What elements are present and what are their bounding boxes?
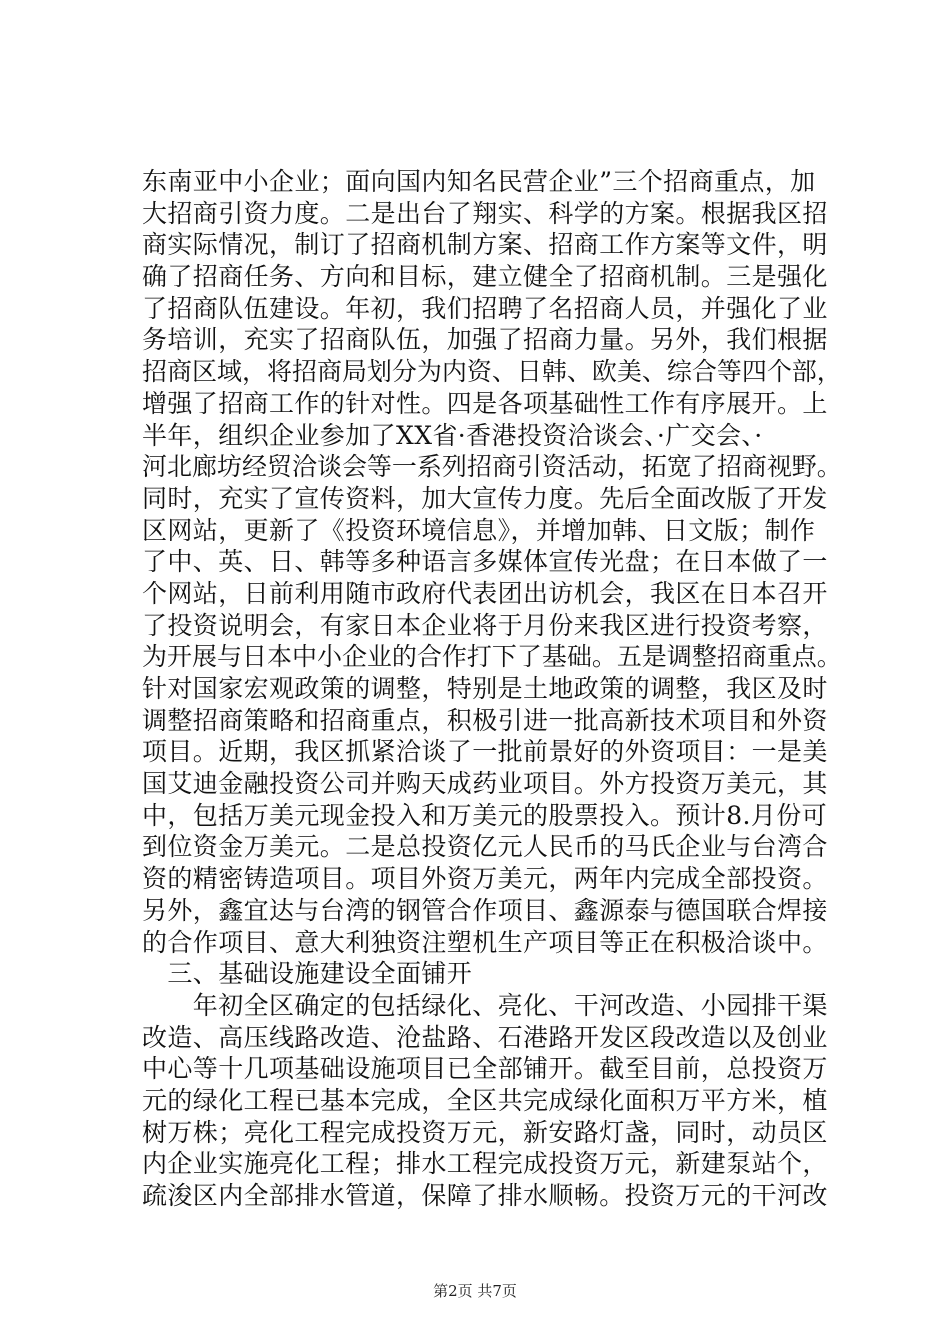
text-line: 年初全区确定的包括绿化、亮化、干河改造、小园排干渠 (142, 990, 828, 1020)
text-line: 商实际情况，制订了招商机制方案、招商工作方案等文件，明 (142, 230, 828, 260)
text-line: 河北廊坊经贸洽谈会等一系列招商引资活动，拓宽了招商视野。 (142, 452, 842, 482)
page-footer: 第2页 共7页 (433, 1282, 517, 1300)
text-line: 的合作项目、意大利独资注塑机生产项目等正在积极洽谈中。 (142, 927, 828, 957)
text-line: 资的精密铸造项目。项目外资万美元，两年内完成全部投资。 (142, 864, 828, 894)
text-line: 到位资金万美元。二是总投资亿元人民币的马氏企业与台湾合 (142, 832, 828, 862)
text-line: 确了招商任务、方向和目标，建立健全了招商机制。三是强化 (142, 262, 828, 292)
text-line: 元的绿化工程已基本完成，全区共完成绿化面积万平方米，植 (142, 1085, 828, 1115)
text-line: 东南亚中小企业；面向国内知名民营企业”三个招商重点，加 (142, 167, 816, 196)
text-line: 同时，充实了宣传资料，加大宣传力度。先后全面改版了开发 (142, 483, 828, 513)
text-line: 个网站，日前利用随市政府代表团出访机会，我区在日本召开 (142, 578, 828, 608)
text-line: 大招商引资力度。二是出台了翔实、科学的方案。根据我区招 (142, 198, 828, 228)
text-line: 另外，鑫宜达与台湾的钢管合作项目、鑫源泰与德国联合焊接 (142, 895, 828, 925)
text-line: 招商区域，将招商局划分为内资、日韩、欧美、综合等四个部， (142, 357, 842, 387)
text-line: 了招商队伍建设。年初，我们招聘了名招商人员，并强化了业 (142, 293, 828, 323)
text-line: 增强了招商工作的针对性。四是各项基础性工作有序展开。上 (142, 388, 828, 418)
text-line: 内企业实施亮化工程；排水工程完成投资万元，新建泵站个， (142, 1149, 828, 1179)
text-line: 三、基础设施建设全面铺开 (142, 959, 473, 989)
text-line: 疏浚区内全部排水管道，保障了排水顺畅。投资万元的干河改 (142, 1181, 828, 1210)
text-line: 了中、英、日、韩等多种语言多媒体宣传光盘；在日本做了一 (142, 547, 828, 577)
body-text (142, 166, 842, 1212)
text-line: 半年，组织企业参加了XX省·香港投资洽谈会、·广交会、· (142, 420, 763, 450)
text-line: 中，包括万美元现金投入和万美元的股票投入。预计8.月份可 (142, 800, 828, 830)
text-line: 树万株；亮化工程完成投资万元，新安路灯盏，同时，动员区 (142, 1117, 828, 1147)
text-line: 改造、高压线路改造、沧盐路、石港路开发区段改造以及创业 (142, 1022, 828, 1052)
text-line: 务培训，充实了招商队伍，加强了招商力量。另外，我们根据 (142, 325, 828, 355)
text-line: 针对国家宏观政策的调整，特别是土地政策的调整，我区及时 (142, 674, 828, 703)
text-line: 中心等十几项基础设施项目已全部铺开。截至目前，总投资万 (142, 1054, 828, 1084)
text-line: 调整招商策略和招商重点，积极引进一批高新技术项目和外资 (142, 705, 828, 735)
text-line: 国艾迪金融投资公司并购天成药业项目。外方投资万美元，其 (142, 769, 828, 799)
text-line: 区网站，更新了《投资环境信息》，并增加韩、日文版；制作 (142, 515, 816, 545)
text-line: 了投资说明会，有家日本企业将于月份来我区进行投资考察， (142, 610, 828, 640)
text-line: 为开展与日本中小企业的合作打下了基础。五是调整招商重点。 (142, 642, 842, 672)
text-line: 项目。近期，我区抓紧洽谈了一批前景好的外资项目：一是美 (142, 737, 828, 767)
